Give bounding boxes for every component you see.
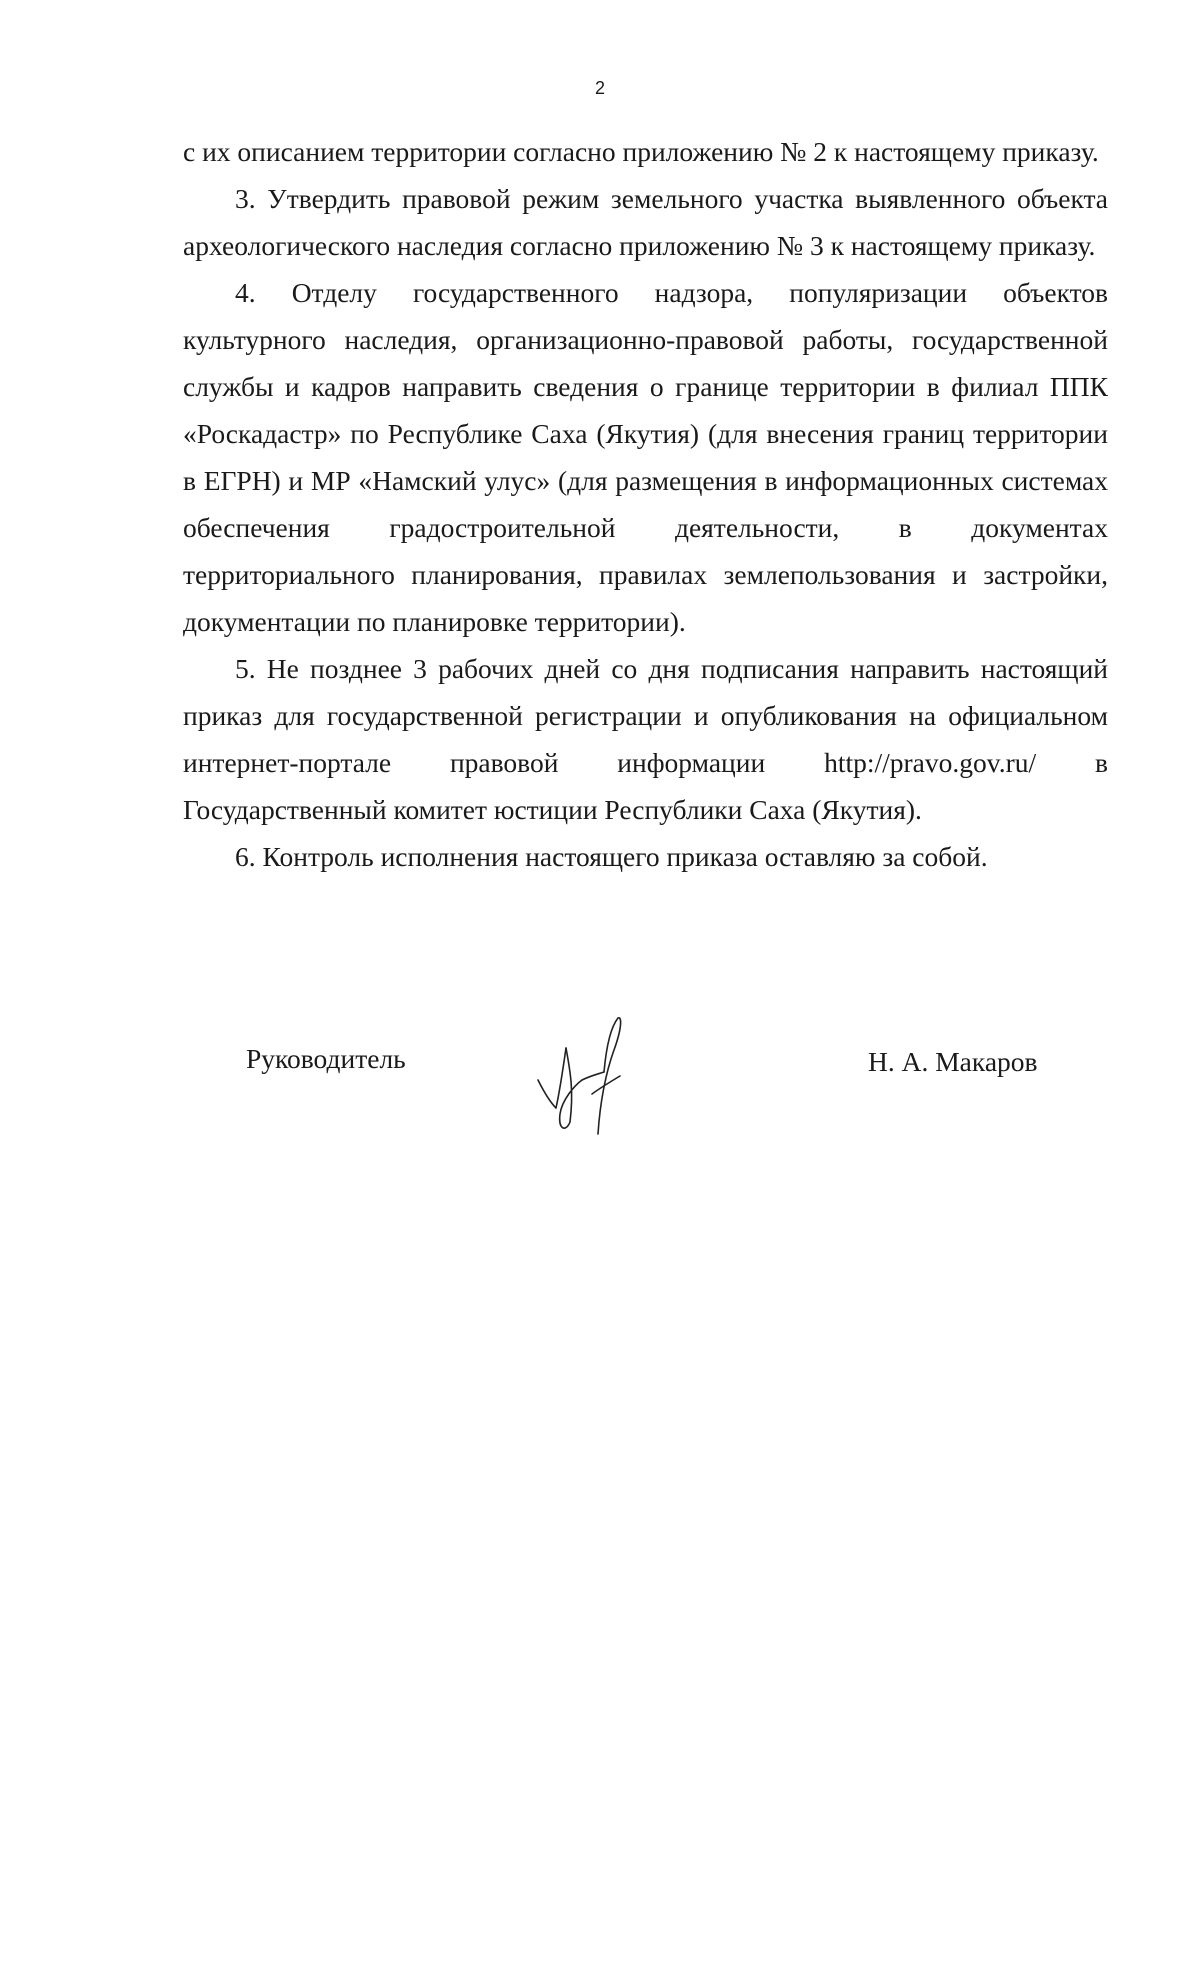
page-number: 2 (594, 78, 605, 98)
signer-position: Руководитель (246, 1043, 406, 1074)
paragraph-item-6: 6. Контроль исполнения настоящего приказа оставляю за собой. (235, 841, 988, 872)
signer-name: Н. А. Макаров (868, 1046, 1038, 1077)
paragraph-item-5: 5. Не позднее 3 рабочих дней со дня подписания направить настоящий приказ для государственной регистрации и опубликования на официальном интернет-портале правовой информации http://pravo.gov.ru/ в Государственный комитет юстиции Республики Саха (Якутия). (183, 653, 1108, 825)
signature-block (0, 1010, 1200, 1160)
document-body (183, 128, 1108, 880)
paragraph-continuation: с их описанием территории согласно приложению № 2 к настоящему приказу. (183, 136, 1099, 167)
paragraph-item-3: 3. Утвердить правовой режим земельного участка выявленного объекта археологического наследия согласно приложению № 3 к настоящему приказу. (183, 183, 1108, 261)
paragraph-item-4: 4. Отделу государственного надзора, популяризации объектов культурного наследия, организационно-правовой работы, государственной службы и кадров направить сведения о границе территории в филиал ППК «Роскадастр» по Республике Саха (Якутия) (для внесения границ территории в ЕГРН) и МР «Намский улус» (для размещения в информационных системах обеспечения градостроительной деятельности, в документах территориального планирования, правилах землепользования и застройки, документации по планировке территории). (183, 277, 1108, 637)
handwritten-signature (530, 1010, 660, 1140)
